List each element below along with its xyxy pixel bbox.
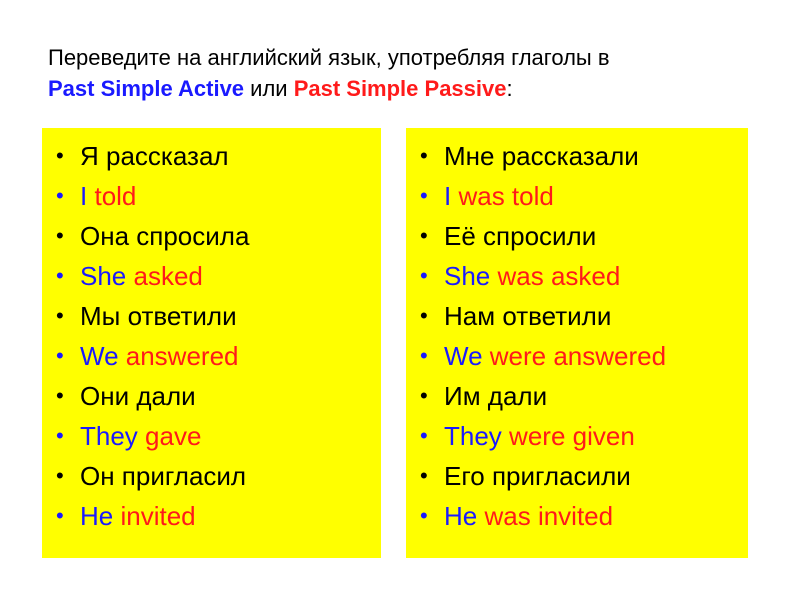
passive-voice-panel <box>406 128 748 558</box>
bullet: • <box>56 223 64 248</box>
list-item <box>406 496 748 536</box>
list-item <box>406 416 748 456</box>
russian-sentence: Её спросили <box>444 221 597 251</box>
list-item <box>406 256 748 296</box>
english-verb: answered <box>125 341 239 371</box>
russian-sentence: Нам ответили <box>444 301 612 331</box>
active-voice-list <box>42 136 381 536</box>
bullet: • <box>56 343 64 368</box>
bullet: • <box>56 263 64 288</box>
english-verb: was told <box>458 181 554 211</box>
english-verb: gave <box>145 421 202 451</box>
bullet: • <box>56 303 64 328</box>
bullet: • <box>56 383 64 408</box>
english-subject: They <box>444 421 502 451</box>
past-simple-active-label: Past Simple Active <box>48 76 245 101</box>
bullet: • <box>420 223 428 248</box>
list-item <box>406 176 748 216</box>
list-item <box>42 296 381 336</box>
bullet: • <box>420 343 428 368</box>
english-verb: was invited <box>484 501 614 531</box>
english-verb: invited <box>120 501 196 531</box>
instruction-line: Переведите на английский язык, употребляя глаголы в <box>48 45 610 70</box>
russian-sentence: Мне рассказали <box>444 141 639 171</box>
list-item <box>406 376 748 416</box>
list-item <box>42 216 381 256</box>
russian-sentence: Его пригласили <box>444 461 631 491</box>
list-item <box>406 136 748 176</box>
english-subject: We <box>444 341 483 371</box>
list-item <box>406 216 748 256</box>
english-verb: were given <box>509 421 635 451</box>
english-subject: We <box>80 341 119 371</box>
bullet: • <box>56 423 64 448</box>
bullet: • <box>56 503 64 528</box>
list-item <box>42 416 381 456</box>
english-subject: He <box>444 501 478 531</box>
english-subject: She <box>444 261 491 291</box>
english-subject: She <box>80 261 127 291</box>
bullet: • <box>420 263 428 288</box>
english-verb: asked <box>133 261 203 291</box>
bullet: • <box>56 143 64 168</box>
russian-sentence: Она спросила <box>80 221 250 251</box>
list-item <box>406 456 748 496</box>
instruction-text <box>48 42 768 104</box>
list-item <box>42 496 381 536</box>
russian-sentence: Я рассказал <box>80 141 229 171</box>
bullet: • <box>420 423 428 448</box>
bullet: • <box>420 143 428 168</box>
bullet: • <box>420 463 428 488</box>
list-item <box>42 336 381 376</box>
bullet: • <box>420 503 428 528</box>
english-verb: was asked <box>497 261 621 291</box>
bullet: • <box>420 303 428 328</box>
english-subject: I <box>444 181 452 211</box>
bullet: • <box>56 463 64 488</box>
bullet: • <box>56 183 64 208</box>
list-item <box>42 136 381 176</box>
russian-sentence: Они дали <box>80 381 196 411</box>
list-item <box>406 336 748 376</box>
active-voice-panel <box>42 128 381 558</box>
past-simple-passive-label: Past Simple Passive <box>293 76 507 101</box>
list-item <box>406 296 748 336</box>
english-subject: They <box>80 421 138 451</box>
english-subject: I <box>80 181 88 211</box>
list-item <box>42 456 381 496</box>
instruction-connector: или <box>244 76 294 101</box>
list-item <box>42 176 381 216</box>
bullet: • <box>420 183 428 208</box>
russian-sentence: Он пригласил <box>80 461 247 491</box>
russian-sentence: Им дали <box>444 381 548 411</box>
english-subject: He <box>80 501 114 531</box>
list-item <box>42 376 381 416</box>
bullet: • <box>420 383 428 408</box>
list-item <box>42 256 381 296</box>
instruction-colon: : <box>506 76 513 101</box>
russian-sentence: Мы ответили <box>80 301 237 331</box>
english-verb: were answered <box>489 341 667 371</box>
passive-voice-list <box>406 136 748 536</box>
english-verb: told <box>94 181 137 211</box>
